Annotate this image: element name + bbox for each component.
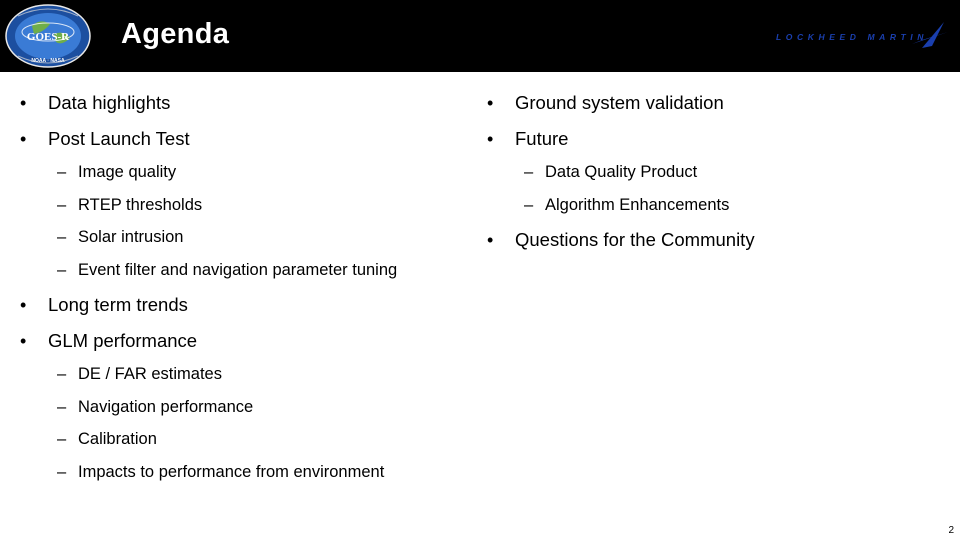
dash-glyph: – xyxy=(57,163,67,181)
agenda-bullet-text: Post Launch Test xyxy=(48,128,190,149)
agenda-subbullet xyxy=(20,391,470,424)
dash-glyph: – xyxy=(524,195,534,214)
agenda-subbullet-text: DE / FAR estimates xyxy=(78,365,222,383)
agenda-subbullet-text: Data Quality Product xyxy=(545,163,698,181)
agenda-bullet xyxy=(20,324,470,358)
agenda-bullet xyxy=(487,86,937,120)
dash-glyph: – xyxy=(57,430,67,448)
agenda-subbullet xyxy=(487,189,937,222)
agenda-column-left xyxy=(20,84,470,488)
agenda-bullet xyxy=(20,288,470,322)
agenda-bullet-text: Future xyxy=(515,128,569,149)
dash-glyph: – xyxy=(57,260,67,279)
agenda-subbullet-text: Event filter and navigation parameter tuning xyxy=(78,260,398,279)
agenda-subbullet-text: Image quality xyxy=(78,163,177,181)
agenda-bullet xyxy=(20,86,470,120)
agenda-bullet-text: Long term trends xyxy=(48,294,188,315)
dash-glyph: – xyxy=(57,462,67,481)
dash-glyph: – xyxy=(57,365,67,383)
agenda-bullet xyxy=(487,122,937,156)
agenda-bullet-text: Data highlights xyxy=(48,92,171,113)
header-bar xyxy=(0,0,960,72)
bullet-glyph: • xyxy=(20,331,27,351)
agenda-subbullet xyxy=(20,358,470,391)
page-number: 2 xyxy=(948,525,954,536)
bullet-glyph: • xyxy=(487,230,494,250)
agenda-subbullet xyxy=(487,156,937,189)
bullet-glyph: • xyxy=(487,129,494,149)
agenda-bullet-text: Ground system validation xyxy=(515,92,724,113)
page-title: Agenda xyxy=(121,18,230,50)
agenda-bullet-text: GLM performance xyxy=(48,330,198,351)
agenda-subbullet-text: RTEP thresholds xyxy=(78,195,203,214)
dash-glyph: – xyxy=(57,228,67,246)
agenda-subbullet-text: Impacts to performance from environment xyxy=(78,462,385,481)
goes-r-seal-main-text: GOES-R xyxy=(26,31,70,43)
bullet-glyph: • xyxy=(487,93,494,113)
agenda-subbullet-text: Algorithm Enhancements xyxy=(545,195,730,214)
agenda-subbullet xyxy=(20,156,470,189)
agenda-bullet xyxy=(487,223,937,257)
agenda-subbullet xyxy=(20,221,470,254)
agenda-bullet-text: Questions for the Community xyxy=(515,229,755,250)
bullet-glyph: • xyxy=(20,129,27,149)
goes-r-seal-bottom-text: NOAA · NASA xyxy=(31,58,65,64)
agenda-subbullet xyxy=(20,456,470,489)
dash-glyph: – xyxy=(57,397,67,416)
bullet-glyph: • xyxy=(20,295,27,315)
dash-glyph: – xyxy=(57,195,67,214)
dash-glyph: – xyxy=(524,163,534,181)
agenda-column-right xyxy=(487,84,937,257)
agenda-subbullet xyxy=(20,423,470,456)
agenda-subbullet xyxy=(20,189,470,222)
goes-r-seal-icon xyxy=(4,4,92,68)
bullet-glyph: • xyxy=(20,93,27,113)
agenda-subbullet-text: Navigation performance xyxy=(78,397,254,416)
lockheed-martin-logo-text: LOCKHEED MARTIN xyxy=(776,32,928,42)
agenda-subbullet-text: Calibration xyxy=(78,430,157,448)
agenda-subbullet xyxy=(20,254,470,287)
agenda-bullet xyxy=(20,122,470,156)
agenda-subbullet-text: Solar intrusion xyxy=(78,228,184,246)
